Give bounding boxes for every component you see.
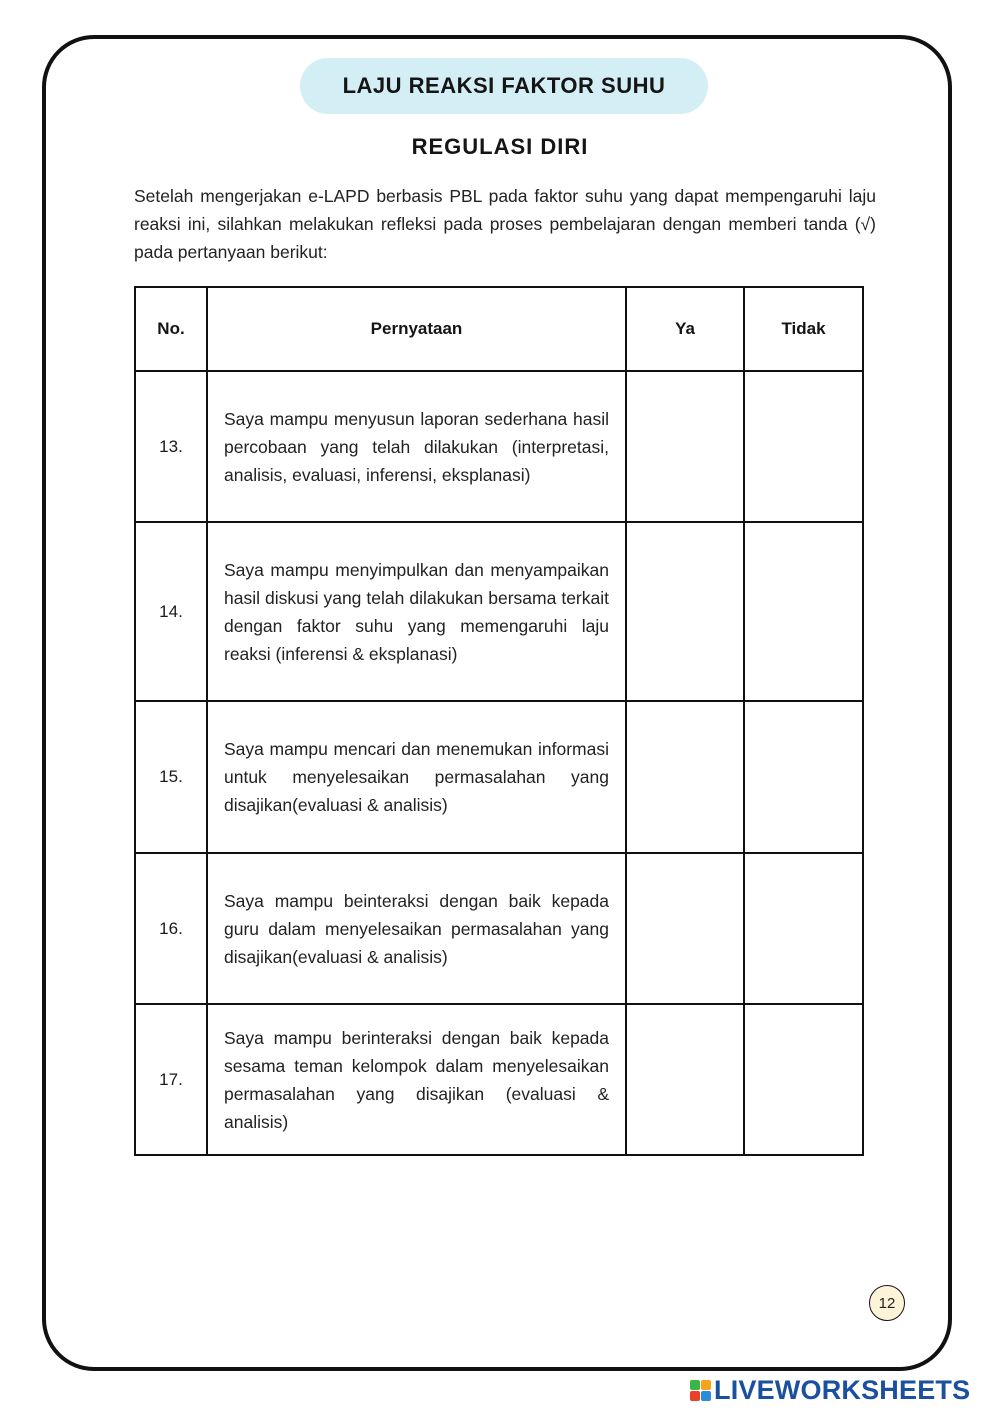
page-number: 12 xyxy=(878,1294,896,1312)
answer-cell-yes[interactable] xyxy=(626,522,744,701)
table-row xyxy=(135,701,863,853)
table-row xyxy=(135,1004,863,1155)
answer-cell-no[interactable] xyxy=(744,371,863,522)
row-statement: Saya mampu mencari dan menemukan informasi untuk menyelesaikan permasalahan yang disajikan(evaluasi & analisis) xyxy=(207,701,626,853)
footer-brand xyxy=(690,1375,970,1405)
answer-cell-yes[interactable] xyxy=(626,701,744,853)
page-title: LAJU REAKSI FAKTOR SUHU xyxy=(342,73,666,98)
answer-cell-yes[interactable] xyxy=(626,853,744,1004)
page-number-badge xyxy=(869,1285,905,1321)
row-statement: Saya mampu berinteraksi dengan baik kepada sesama teman kelompok dalam menyelesaikan permasalahan yang disajikan (evaluasi & analisis) xyxy=(207,1004,626,1155)
answer-cell-no[interactable] xyxy=(744,701,863,853)
header-no: No. xyxy=(135,287,207,371)
row-statement: Saya mampu menyusun laporan sederhana hasil percobaan yang telah dilakukan (interpretasi, analisis, evaluasi, inferensi, eksplanasi) xyxy=(207,371,626,522)
row-statement: Saya mampu beinteraksi dengan baik kepada guru dalam menyelesaikan permasalahan yang disajikan(evaluasi & analisis) xyxy=(207,853,626,1004)
table-row xyxy=(135,371,863,522)
table-header-row xyxy=(135,287,863,371)
section-heading: REGULASI DIRI xyxy=(411,134,589,159)
brand-name: LIVEWORKSHEETS xyxy=(714,1374,971,1405)
header-no-answer: Tidak xyxy=(744,287,863,371)
row-number: 16. xyxy=(135,853,207,1004)
answer-cell-no[interactable] xyxy=(744,522,863,701)
title-banner xyxy=(300,58,708,114)
liveworksheets-logo-icon xyxy=(690,1380,711,1401)
header-statement: Pernyataan xyxy=(207,287,626,371)
row-number: 17. xyxy=(135,1004,207,1155)
row-number: 13. xyxy=(135,371,207,522)
row-number: 15. xyxy=(135,701,207,853)
header-yes: Ya xyxy=(626,287,744,371)
answer-cell-yes[interactable] xyxy=(626,371,744,522)
reflection-table xyxy=(134,286,864,1156)
row-number: 14. xyxy=(135,522,207,701)
answer-cell-no[interactable] xyxy=(744,853,863,1004)
table-row xyxy=(135,853,863,1004)
row-statement: Saya mampu menyimpulkan dan menyampaikan hasil diskusi yang telah dilakukan bersama terkait dengan faktor suhu yang memengaruhi laju reaksi (inferensi & eksplanasi) xyxy=(207,522,626,701)
answer-cell-no[interactable] xyxy=(744,1004,863,1155)
answer-cell-yes[interactable] xyxy=(626,1004,744,1155)
instructions-paragraph: Setelah mengerjakan e-LAPD berbasis PBL pada faktor suhu yang dapat mempengaruhi laju reaksi ini, silahkan melakukan refleksi pada proses pembelajaran dengan memberi tanda (√) pada pertanyaan berikut: xyxy=(134,186,876,262)
table-row xyxy=(135,522,863,701)
